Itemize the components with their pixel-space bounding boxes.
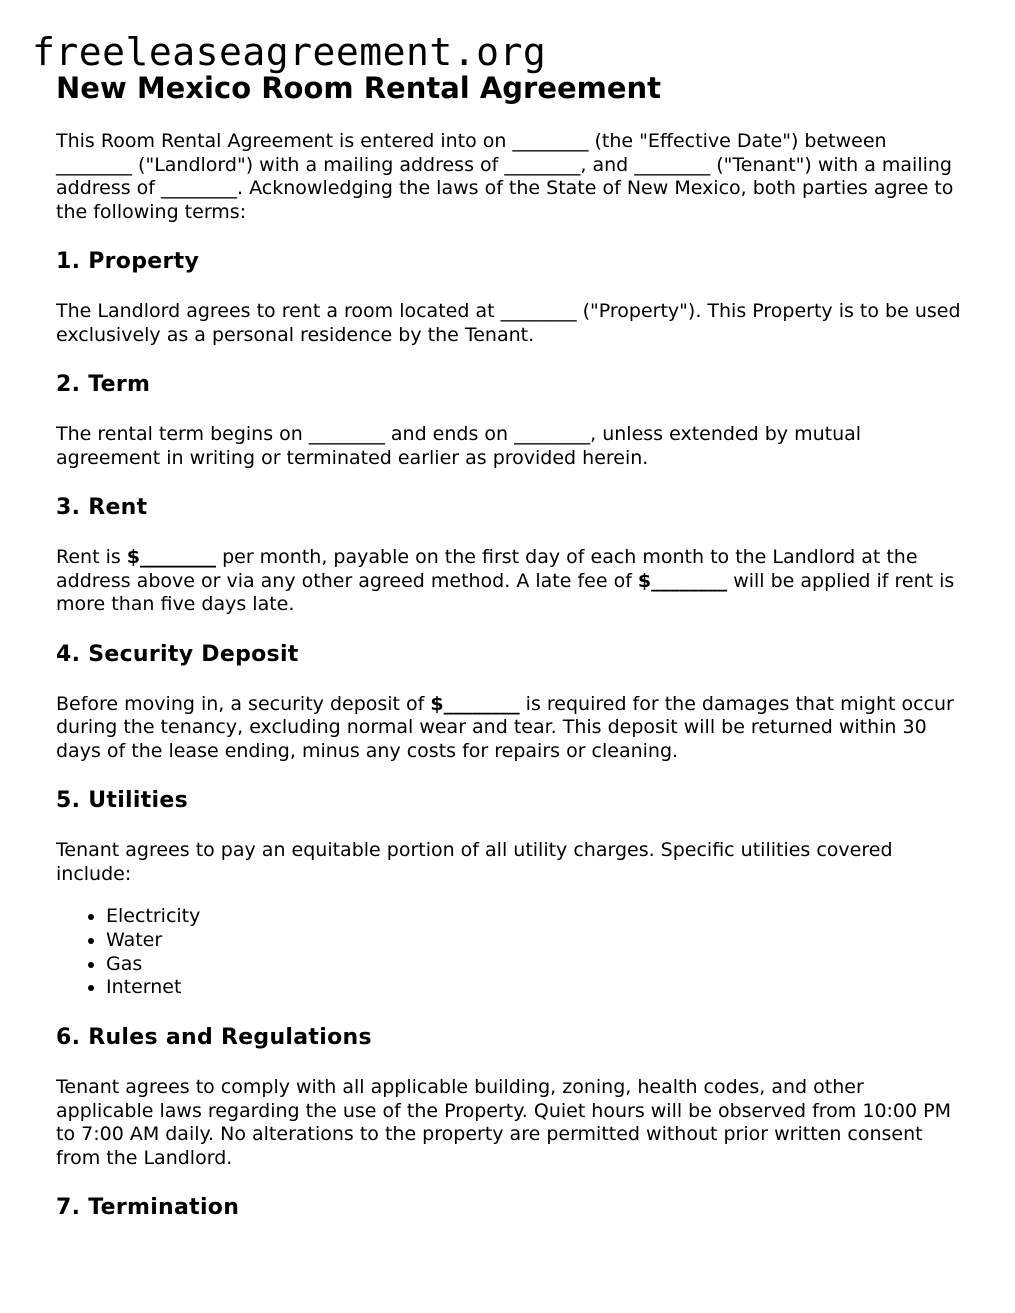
term-start-blank: ________ <box>308 423 385 445</box>
term-end-blank: ________ <box>514 423 591 445</box>
term-text-1: The rental term begins on <box>56 423 309 445</box>
rent-text-2: per month, payable on the first day of each month to the Landlord at the address above or via any other agreed method. A late fee of <box>56 546 918 592</box>
intro-text-3: ("Landlord") with a mailing address of <box>132 153 505 176</box>
section-heading-term: 2. Term <box>56 372 151 397</box>
landlord-name-blank: ________ <box>56 153 132 176</box>
property-location-blank: ________ <box>500 300 577 322</box>
late-fee-blank: $________ <box>637 569 728 592</box>
deposit-paragraph <box>56 693 966 764</box>
list-item: • Internet <box>106 976 966 1000</box>
site-watermark: freeleaseagreement.org <box>32 30 547 74</box>
term-text-2: and ends on <box>384 423 515 445</box>
intro-text-6: . Acknowledging the laws of the State of New Mexico, both parties agree to the following terms: <box>56 177 954 223</box>
rent-text-1: Rent is <box>56 546 127 568</box>
term-text-3: , unless extended by mutual agreement in writing or terminated earlier as provided herein. <box>56 423 862 469</box>
deposit-text-2: is required for the damages that might occur during the tenancy, excluding normal wear and tear. This deposit will be returned within 30 days of the lease ending, minus any costs for repairs or cleaning. <box>56 692 954 762</box>
rent-text-3: will be applied if rent is more than five days late. <box>56 569 955 615</box>
term-paragraph <box>56 423 966 470</box>
deposit-text-1: Before moving in, a security deposit of <box>56 692 431 715</box>
agreement-document <box>56 70 966 1222</box>
tenant-name-blank: ________ <box>634 153 711 176</box>
document-title: New Mexico Room Rental Agreement <box>56 71 662 105</box>
property-text-1: The Landlord agrees to rent a room located at <box>56 300 501 322</box>
section-heading-property: 1. Property <box>56 249 200 274</box>
intro-text-5: ("Tenant") with a mailing address of <box>56 153 952 199</box>
deposit-amount-blank: $________ <box>430 692 520 715</box>
intro-paragraph <box>56 130 966 224</box>
list-item: • Water <box>106 929 966 953</box>
list-item: • Gas <box>106 953 966 977</box>
section-heading-deposit: 4. Security Deposit <box>56 641 299 667</box>
utilities-paragraph: Tenant agrees to pay an equitable portion of all utility charges. Specific utilities covered include: <box>56 839 893 885</box>
section-heading-utilities: 5. Utilities <box>56 788 189 813</box>
rent-amount-blank: $________ <box>126 546 217 568</box>
section-heading-rules: 6. Rules and Regulations <box>56 1025 372 1051</box>
landlord-address-blank: ________ <box>504 153 581 176</box>
utilities-list <box>56 905 966 1000</box>
rules-paragraph: Tenant agrees to comply with all applicable building, zoning, health codes, and other applicable laws regarding the use of the Property. Quiet hours will be observed from 10:00 PM to 7:00 AM daily. No alterations to the property are permitted without prior written consent from the Landlord. <box>56 1076 951 1169</box>
tenant-address-blank: ________ <box>161 177 238 199</box>
section-heading-rent: 3. Rent <box>56 495 148 520</box>
effective-date-blank: ________ <box>512 130 589 152</box>
intro-text-2: (the "Effective Date") between <box>588 130 887 152</box>
list-item: • Electricity <box>106 905 966 929</box>
property-paragraph <box>56 300 966 347</box>
intro-text-1: This Room Rental Agreement is entered into on <box>56 130 513 152</box>
section-heading-termination: 7. Termination <box>56 1195 240 1221</box>
rent-paragraph <box>56 546 966 617</box>
intro-text-4: , and <box>580 153 635 176</box>
property-text-2: ("Property"). This Property is to be used exclusively as a personal residence by the Tenant. <box>56 300 961 346</box>
